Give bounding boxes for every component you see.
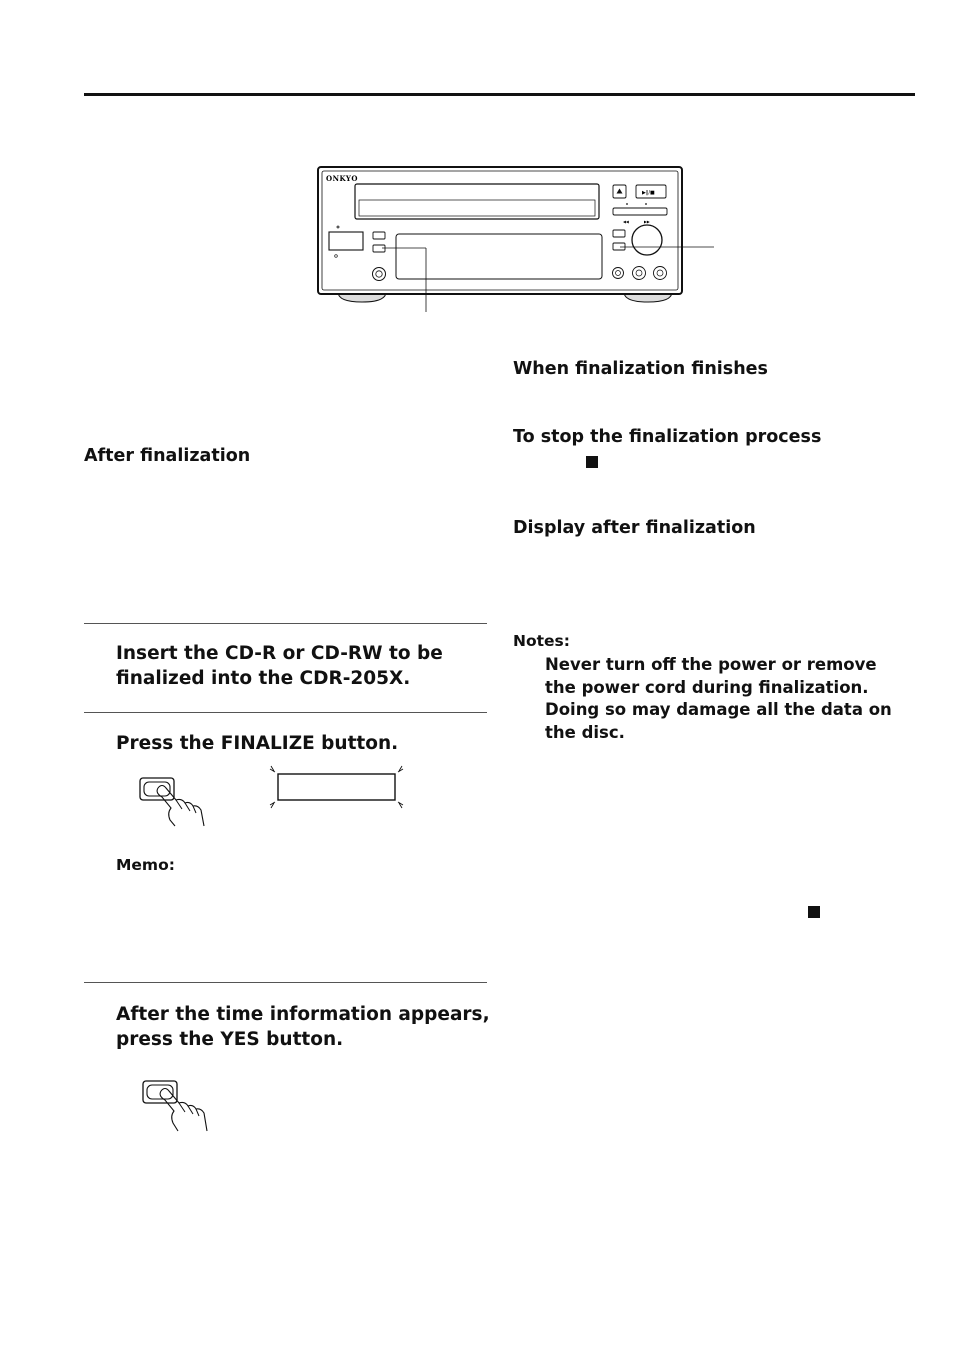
brand-logo: ONKYO xyxy=(326,174,358,183)
svg-text:▶‖/■: ▶‖/■ xyxy=(642,190,655,196)
top-rule xyxy=(84,93,915,96)
notes-label: Notes: xyxy=(513,632,570,650)
step2-text: Press the FINALIZE button. xyxy=(116,733,399,754)
step-divider xyxy=(84,623,487,624)
finger-press-icon xyxy=(138,774,210,828)
step3-text: After the time information appears, press the YES button. xyxy=(116,1004,490,1050)
note-text: Never turn off the power or remove the power cord during finalization. Doing so may damage all the data on the disc. xyxy=(545,655,892,742)
step-divider xyxy=(84,982,487,983)
to-stop-heading: To stop the finalization process xyxy=(513,427,822,447)
step-divider xyxy=(84,712,487,713)
display-after-heading: Display after finalization xyxy=(513,518,756,538)
memo-label: Memo: xyxy=(116,856,175,874)
after-finalization-heading: After finalization xyxy=(84,446,251,466)
finger-press-icon xyxy=(141,1077,213,1133)
svg-text:▶▶: ▶▶ xyxy=(644,219,650,224)
step1-text: Insert the CD-R or CD-RW to be finalized into the CDR-205X. xyxy=(116,643,443,689)
blinking-display-icon xyxy=(268,766,406,806)
stop-square-icon xyxy=(808,906,820,918)
cd-recorder-illustration xyxy=(300,160,740,320)
when-finishes-heading: When finalization finishes xyxy=(513,359,768,379)
stop-square-icon xyxy=(586,456,598,468)
svg-text:◀◀: ◀◀ xyxy=(623,219,629,224)
